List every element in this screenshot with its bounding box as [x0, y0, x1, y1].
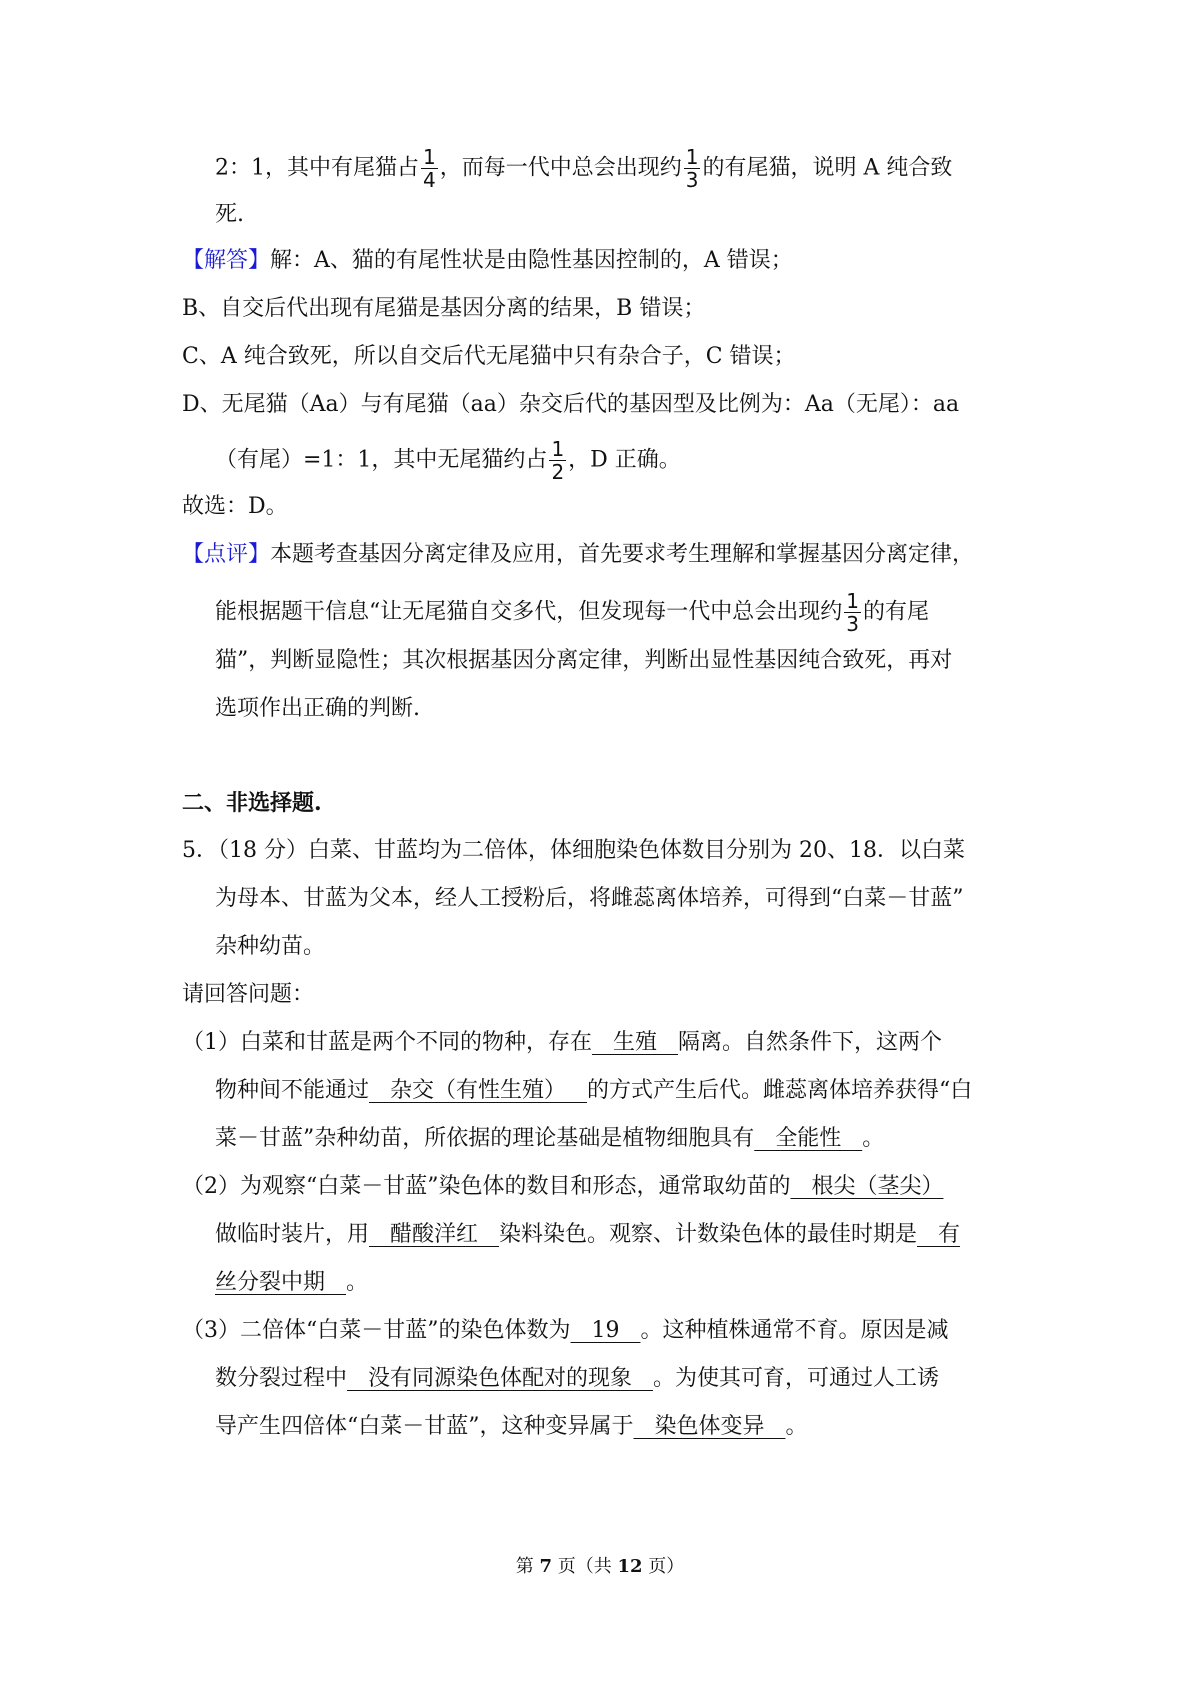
- fraction-numerator: 1: [685, 145, 699, 169]
- answer-line-5: [215, 438, 681, 483]
- q5-p3-line-1: [182, 1316, 948, 1346]
- q5-p1-line-2: [215, 1076, 972, 1106]
- question-text: 物种间不能通过: [215, 1078, 370, 1103]
- answer-line-1: [182, 246, 793, 276]
- comment-text: 的有尾: [862, 599, 929, 625]
- question-text: 菜－甘蓝”杂种幼苗，所依据的理论基础是植物细胞具有: [215, 1126, 755, 1151]
- answer-text: （有尾）=1：1，其中无尾猫约占: [215, 447, 548, 473]
- question-text: （1）白菜和甘蓝是两个不同的物种，存在: [182, 1030, 592, 1055]
- answer-blank: 醋酸洋红: [369, 1222, 499, 1247]
- q5-p2-line-3: [215, 1268, 368, 1298]
- fraction: [549, 438, 566, 483]
- page-number: 7: [539, 1556, 552, 1577]
- answer-blank: 有: [917, 1222, 960, 1247]
- comment-line-4: 选项作出正确的判断.: [215, 696, 420, 721]
- q5-p2-line-2: [215, 1220, 960, 1250]
- question-text: 数分裂过程中: [215, 1366, 348, 1391]
- answer-blank: 没有同源染色体配对的现象: [347, 1366, 653, 1391]
- question-text: （3）二倍体“白菜－甘蓝”的染色体数为: [182, 1318, 571, 1343]
- q5-p3-line-3: [215, 1412, 807, 1442]
- analysis-text: 2：1，其中有尾猫占: [215, 155, 419, 181]
- q5-line-2: 为母本、甘蓝为父本，经人工授粉后，将雌蕊离体培养，可得到“白菜－甘蓝”: [215, 886, 964, 911]
- q5-line-1: 5．（18 分）白菜、甘蓝均为二倍体，体细胞染色体数目分别为 20、18．以白菜: [182, 838, 965, 863]
- footer-text: 第: [515, 1556, 540, 1577]
- question-text: （2）为观察“白菜－甘蓝”染色体的数目和形态，通常取幼苗的: [182, 1174, 791, 1199]
- question-text: 。: [785, 1414, 808, 1439]
- question-text: 。: [862, 1126, 885, 1151]
- analysis-text: 的有尾猫，说明 A 纯合致: [702, 155, 953, 181]
- q5-p2-line-1: [182, 1172, 943, 1202]
- analysis-line-1: [215, 146, 952, 191]
- comment-line-2: [215, 590, 929, 635]
- question-text: 做临时装片，用: [215, 1222, 370, 1247]
- page-total: 12: [617, 1556, 643, 1577]
- answer-blank: 根尖（茎尖）: [790, 1174, 944, 1199]
- answer-line-4: D、无尾猫（Aa）与有尾猫（aa）杂交后代的基因型及比例为：Aa（无尾）：aa: [182, 392, 960, 417]
- comment-line-3: 猫”，判断显隐性；其次根据基因分离定律，判断出显性基因纯合致死，再对: [215, 648, 953, 673]
- comment-tag: 【点评】: [182, 542, 271, 567]
- question-text: 的方式产生后代。雌蕊离体培养获得“白: [586, 1078, 973, 1103]
- fraction-denominator: 2: [551, 460, 565, 484]
- footer-text: 页（共: [552, 1556, 618, 1577]
- q5-p1-line-3: [215, 1124, 884, 1154]
- question-text: 。这种植株通常不育。原因是减: [640, 1318, 949, 1343]
- fraction-numerator: 1: [423, 145, 436, 169]
- question-text: 导产生四倍体“白菜－甘蓝”，这种变异属于: [215, 1414, 634, 1439]
- page-footer: [0, 1552, 1200, 1578]
- answer-tag: 【解答】: [182, 248, 271, 273]
- comment-text: 能根据题干信息“让无尾猫自交多代，但发现每一代中总会出现约: [215, 599, 843, 625]
- analysis-line-2: 死.: [215, 202, 244, 227]
- fraction-numerator: 1: [551, 437, 565, 461]
- comment-line-1: [182, 540, 974, 570]
- q5-p3-line-2: [215, 1364, 939, 1394]
- answer-line-2: B、自交后代出现有尾猫是基因分离的结果，B 错误；: [182, 296, 706, 321]
- answer-line-3: C、A 纯合致死，所以自交后代无尾猫中只有杂合子，C 错误；: [182, 344, 796, 369]
- footer-text: 页）: [642, 1556, 685, 1577]
- comment-text: 本题考查基因分离定律及应用，首先要求考生理解和掌握基因分离定律，: [270, 542, 975, 567]
- q5-p1-line-1: [182, 1028, 942, 1058]
- answer-blank: 全能性: [754, 1126, 863, 1151]
- answer-blank: 19: [570, 1318, 641, 1343]
- fraction-numerator: 1: [846, 589, 859, 613]
- answer-choice: 故选：D。: [182, 494, 288, 519]
- fraction-denominator: 4: [423, 168, 436, 192]
- question-text: 染料染色。观察、计数染色体的最佳时期是: [498, 1222, 917, 1247]
- question-text: 。为使其可育，可通过人工诱: [652, 1366, 939, 1391]
- answer-blank: 染色体变异: [633, 1414, 786, 1439]
- fraction: [684, 146, 701, 191]
- question-text: 隔离。自然条件下，这两个: [677, 1030, 942, 1055]
- fraction: [844, 590, 861, 635]
- answer-text: ，D 正确。: [568, 447, 681, 473]
- answer-blank: 生殖: [592, 1030, 678, 1055]
- answer-text: 解：A、猫的有尾性状是由隐性基因控制的，A 错误；: [270, 248, 793, 273]
- fraction-denominator: 3: [846, 612, 859, 636]
- section-heading: 二、非选择题.: [182, 790, 322, 816]
- analysis-text: ，而每一代中总会出现约: [439, 155, 682, 181]
- question-text: 。: [345, 1270, 368, 1295]
- answer-blank: 丝分裂中期: [215, 1270, 346, 1295]
- q5-prompt: 请回答问题：: [182, 982, 315, 1007]
- answer-blank: 杂交（有性生殖）: [369, 1078, 587, 1103]
- q5-line-3: 杂种幼苗。: [215, 934, 326, 959]
- fraction: [421, 146, 438, 191]
- fraction-denominator: 3: [685, 168, 699, 192]
